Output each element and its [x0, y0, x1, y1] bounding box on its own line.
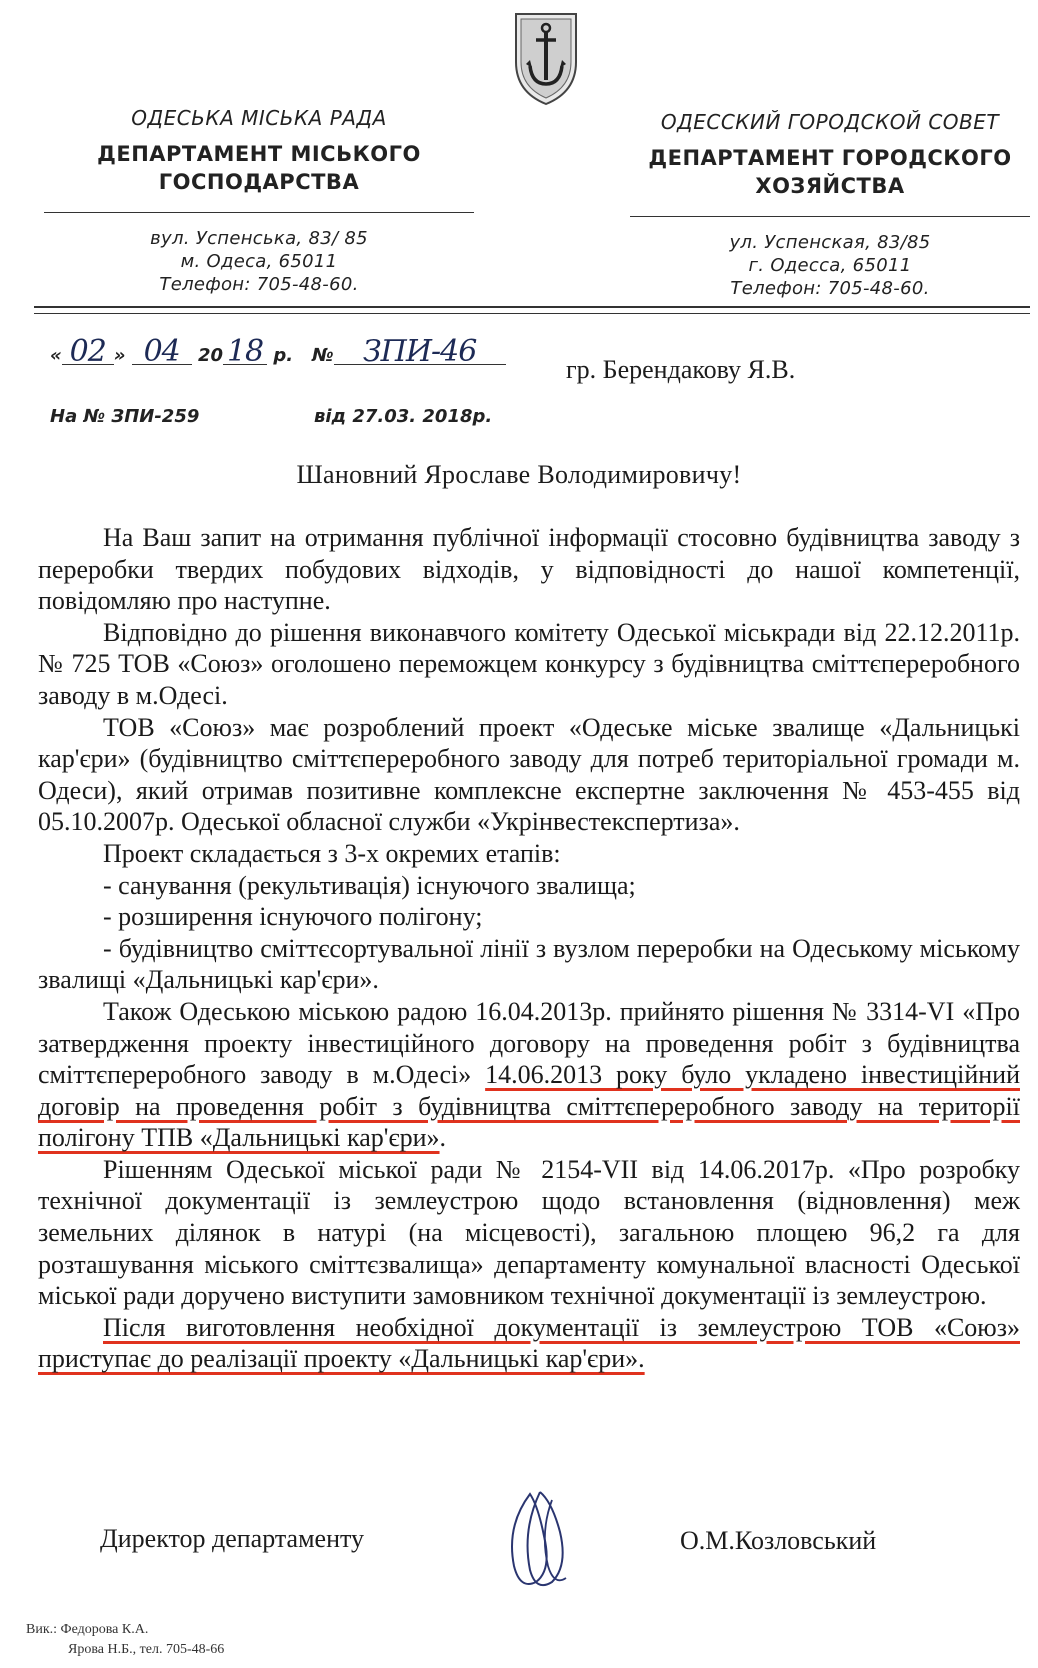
- letter-body: [38, 522, 1020, 1375]
- handwritten-signature: [500, 1486, 580, 1596]
- department-name: ДЕПАРТАМЕНТ МІСЬКОГО ГОСПОДАРСТВА: [97, 142, 421, 194]
- list-item: - будівництво сміттєсортувальної лінії з вузлом переробки на Одеському міському звалищі «Дальницькі кар'єри».: [38, 933, 1020, 995]
- signatory-name: О.М.Козловський: [680, 1526, 877, 1555]
- highlighted-text: 14.06.2013 року було укладено інвестиційний договір на проведення робіт з будівництва сміттєпереробного заводу на території полігону ТПВ «Дальницькі кар'єри»: [38, 1060, 1020, 1153]
- header-left: [44, 106, 474, 296]
- recipient: гр. Берендакову Я.В.: [566, 355, 796, 384]
- reg-number: ЗПИ-46: [334, 340, 506, 365]
- reg-year: 18: [223, 340, 267, 365]
- department-address: ул. Успенская, 83/85 г. Одесса, 65011 Телефон: 705-48-60.: [729, 232, 931, 299]
- paragraph-conclusion: [38, 1312, 1020, 1375]
- department-name: ДЕПАРТАМЕНТ ГОРОДСКОГО ХОЗЯЙСТВА: [648, 146, 1012, 198]
- paragraph-stages: Проект складається з 3-х окремих етапів:: [103, 838, 561, 868]
- reference-date: від 27.03. 2018р.: [314, 406, 493, 427]
- reg-month: 04: [132, 340, 192, 365]
- paragraph-investment: Також Одеською міською радою 16.04.2013р. прийнято рішення № 3314-VI «Про затвердження проекту інвестиційного договору на проведення робіт з будівництва сміттєпереробного заводу в м.Одесі» 14.06.2013 року було укладено інвестиційний договір на проведення робіт з будівництва сміттєпереробного заводу на території полігону ТПВ «Дальницькі кар'єри».: [38, 996, 1020, 1153]
- registration-date: « 02 » 04 20 18 р.: [50, 334, 294, 369]
- executors-note: Вик.: Федорова К.А. Ярова Н.Б., тел. 705-48-66: [26, 1622, 225, 1657]
- reg-day: 02: [62, 340, 114, 365]
- council-name: ОДЕССКИЙ ГОРОДСКОЙ СОВЕТ: [660, 110, 1000, 134]
- greeting: Шановний Ярославе Володимировичу!: [296, 460, 742, 489]
- header-divider: [44, 212, 474, 213]
- signatory-title: Директор департаменту: [100, 1524, 365, 1553]
- letterhead-rule-thin: [34, 313, 1030, 314]
- letterhead-rule: [34, 306, 1030, 308]
- header-divider: [630, 216, 1030, 217]
- highlighted-text: Після виготовлення необхідної документації із землеустрою ТОВ «Союз» приступає до реалізації проекту «Дальницькі кар'єри».: [38, 1312, 1020, 1374]
- paragraph-project: ТОВ «Союз» має розроблений проект «Одеське міське звалище «Дальницькі кар'єри» (будівництво сміттєпереробного заводу для потреб територіальної громади м. Одеси), який отримав позитивне комплексне експертне заключення № 453-455 від 05.10.2007р. Одеської обласної служби «Укрінвестекспертиза».: [38, 712, 1020, 837]
- paragraph-land-decision: Рішенням Одеської міської ради № 2154-VII від 14.06.2017р. «Про розробку технічної документації із землеустрою щодо встановлення (відновлення) меж земельних ділянок в натурі (на місцевості), загальною площею 96,2 га для розташування міського сміттєзвалища» департаменту комунальної власності Одеської міської ради доручено виступити замовником технічної документації із землеустрою.: [38, 1154, 1020, 1311]
- list-item: - санування (рекультивація) існуючого звалища;: [103, 870, 636, 900]
- list-item: - розширення існуючого полігону;: [103, 902, 483, 932]
- header-right: [630, 110, 1030, 300]
- department-address: вул. Успенська, 83/ 85 м. Одеса, 65011 Телефон: 705-48-60.: [150, 228, 368, 295]
- paragraph-decision: Відповідно до рішення виконавчого комітету Одеської міськради від 22.12.2011р. № 725 ТОВ «Союз» оголошено переможцем конкурсу з будівництва сміттєпереробного заводу в м.Одесі.: [38, 617, 1020, 710]
- council-name: ОДЕСЬКА МІСЬКА РАДА: [131, 106, 387, 130]
- paragraph-request: На Ваш запит на отримання публічної інформації стосовно будівництва заводу з переробки твердих побудових відходів, у відповідності до нашої компетенції, повідомляю про наступне.: [38, 523, 1020, 616]
- reference-number: На № ЗПИ-259: [50, 406, 200, 427]
- registration-number: № ЗПИ-46: [312, 340, 506, 366]
- city-coat-of-arms: [508, 10, 584, 106]
